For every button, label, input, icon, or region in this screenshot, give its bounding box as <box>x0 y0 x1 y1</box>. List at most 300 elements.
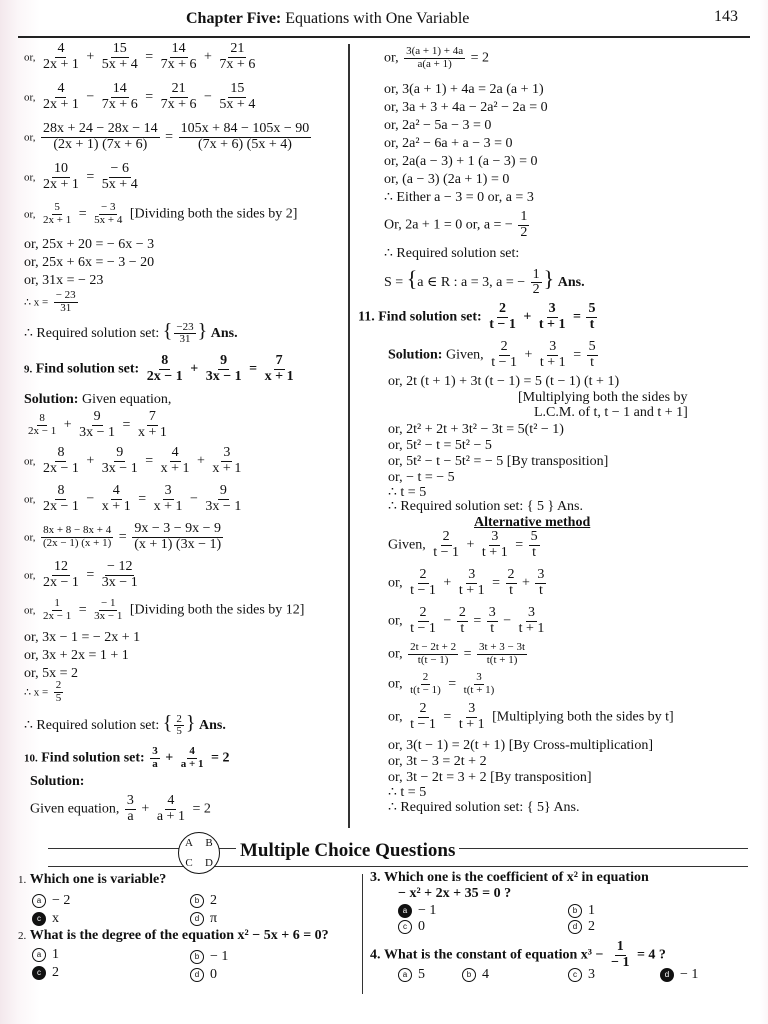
question-text: = 4 ? <box>636 947 666 963</box>
solution-label: Solution: <box>24 392 79 407</box>
numerator: 9 <box>220 353 228 368</box>
mcq-title: Multiple Choice Questions <box>236 840 459 862</box>
fraction <box>41 122 160 152</box>
heading-rule <box>48 866 748 867</box>
numerator: 9x − 3 − 9x − 9 <box>134 521 222 536</box>
numerator: − 1 <box>100 597 116 609</box>
operator: − <box>86 491 95 507</box>
eq-line <box>24 522 225 552</box>
eq-line: or, 2t (t + 1) + 3t (t − 1) = 5 (t − 1) (t + 1) <box>388 374 620 389</box>
mcq-column-divider <box>362 874 363 994</box>
denominator: 3x − 1 <box>101 460 138 476</box>
eq-line: or, 31x = − 23 <box>24 273 104 288</box>
fraction <box>404 46 465 70</box>
numerator: 3 <box>164 483 172 498</box>
operator: = 2 <box>192 801 211 817</box>
operator: = 2 <box>470 50 490 66</box>
operator: = <box>122 417 131 433</box>
numerator: 3 <box>537 567 545 582</box>
option-b[interactable] <box>462 966 489 983</box>
operator: = <box>463 646 472 662</box>
option-c-selected-icon: c <box>32 912 46 926</box>
fraction <box>531 268 542 298</box>
denominator: 2x + 1 <box>42 96 79 112</box>
option-a-icon: a <box>398 968 412 982</box>
numerator: 4 <box>57 41 65 56</box>
fraction <box>92 598 124 622</box>
numerator: −23 <box>176 320 194 333</box>
numerator: − 23 <box>55 289 76 301</box>
option-text: 4 <box>482 966 489 982</box>
page-number: 143 <box>714 8 738 25</box>
eq-line <box>384 210 531 240</box>
fraction <box>100 446 140 476</box>
numerator: 2t − 2t + 2 <box>410 641 457 653</box>
option-text: 0 <box>418 918 425 934</box>
fraction <box>217 82 257 112</box>
denominator: t <box>538 582 543 598</box>
fraction <box>408 606 438 636</box>
eq-line: or, 2a² − 6a + a − 3 = 0 <box>384 136 513 151</box>
fraction <box>41 598 73 622</box>
denominator: 2x − 1 <box>42 498 79 514</box>
numerator: 5 <box>588 301 596 316</box>
operator: + <box>63 417 72 433</box>
ans-label: Ans. <box>557 275 585 290</box>
operator: = <box>86 169 95 185</box>
numerator: 2 <box>499 301 507 316</box>
numerator: 2 <box>55 679 62 691</box>
fraction <box>41 82 81 112</box>
text: or, <box>388 646 403 662</box>
mcq-heading-bar <box>18 836 748 870</box>
fraction <box>179 746 206 770</box>
eq-line <box>388 642 529 666</box>
option-text: 0 <box>210 966 217 982</box>
fraction <box>92 202 124 226</box>
fraction <box>41 446 81 476</box>
operator: = <box>145 453 154 469</box>
option-text: 2 <box>588 918 595 934</box>
numerator: 14 <box>171 41 186 56</box>
numerator: − 12 <box>107 559 133 574</box>
fraction <box>174 714 184 738</box>
option-d-icon: d <box>190 968 204 982</box>
question-9 <box>24 354 298 384</box>
option-a-icon: a <box>32 948 46 962</box>
operator: = <box>443 709 452 725</box>
numerator: 3 <box>468 701 476 716</box>
operator: + <box>524 347 533 363</box>
numerator: 8x + 8 − 8x + 4 <box>43 524 112 537</box>
eq-line: or, 5t² − t = 5t² − 5 <box>388 438 492 453</box>
denominator: x + 1 <box>101 498 131 514</box>
numerator: 7 <box>148 409 156 424</box>
numerator: 8 <box>39 412 45 425</box>
option-c-icon: c <box>398 920 412 934</box>
numerator: 5 <box>530 529 538 544</box>
eq-line: or, 25x + 6x = − 3 − 20 <box>24 255 155 270</box>
numerator: 1 <box>520 209 528 224</box>
numerator: 1 <box>616 939 624 954</box>
denominator: 2x − 1 <box>42 574 79 590</box>
option-d-icon: d <box>190 912 204 926</box>
fraction <box>587 340 598 370</box>
numerator: 3 <box>548 301 556 316</box>
denominator: (x + 1) (3x − 1) <box>134 536 222 552</box>
fraction <box>150 746 160 770</box>
eq-line <box>30 794 211 824</box>
denominator: t + 1 <box>458 716 485 732</box>
text: or, <box>24 493 36 506</box>
eq-line: or, 3x + 2x = 1 + 1 <box>24 648 129 663</box>
fraction <box>487 606 498 636</box>
operator: + <box>165 750 174 766</box>
eq-line: or, − t = − 5 <box>388 470 455 485</box>
option-d[interactable] <box>190 966 217 983</box>
option-a[interactable] <box>32 892 70 909</box>
eq-line <box>24 446 245 476</box>
fraction <box>179 122 312 152</box>
fraction <box>263 354 296 384</box>
numerator: 28x + 24 − 28x − 14 <box>42 121 158 136</box>
numerator: 7 <box>275 353 283 368</box>
numerator: 21 <box>171 81 186 96</box>
option-b-icon: b <box>568 904 582 918</box>
eq-line: or, 3x − 1 = − 2x + 1 <box>24 630 141 645</box>
eq-line <box>388 702 674 732</box>
denominator: 3x − 1 <box>205 498 242 514</box>
chapter-title <box>186 10 469 28</box>
denominator: 2x − 1 <box>28 424 57 437</box>
eq-line <box>24 598 304 622</box>
denominator: t − 1 <box>410 582 436 598</box>
denominator: t <box>460 620 465 636</box>
option-text: x <box>52 910 59 926</box>
text: or, <box>24 91 36 104</box>
denominator: (7x + 6) (5x + 4) <box>197 136 292 152</box>
option-text: − 1 <box>680 966 699 982</box>
operator: = <box>448 676 457 692</box>
denominator: 5x + 4 <box>219 96 256 112</box>
text: ∴ Required solution set: <box>24 718 160 733</box>
eq-line: ∴ Required solution set: { 5} Ans. <box>388 800 580 815</box>
fraction <box>41 162 81 192</box>
option-b[interactable] <box>568 902 595 919</box>
eq-line <box>24 560 142 590</box>
badge-letter: C <box>185 857 193 869</box>
question-number: 2. <box>18 930 27 942</box>
operator: + <box>197 453 205 469</box>
option-c-icon: c <box>568 968 582 982</box>
denominator: 7x + 6 <box>160 56 197 72</box>
numerator: 5 <box>54 201 60 213</box>
option-b[interactable] <box>190 948 228 965</box>
denominator: a(a + 1) <box>417 57 452 70</box>
fraction <box>408 702 438 732</box>
denominator: x + 1 <box>264 368 294 384</box>
denominator: 7x + 6 <box>160 96 197 112</box>
denominator: t − 1 <box>410 620 436 636</box>
denominator: 2x − 1 <box>42 609 72 622</box>
fraction <box>159 446 192 476</box>
denominator: 5x + 4 <box>94 213 123 226</box>
eq-line: ∴ t = 5 <box>388 785 427 800</box>
eq-line <box>388 606 548 636</box>
option-text: 1 <box>588 902 595 918</box>
badge-letter: B <box>205 837 213 849</box>
eq-line <box>388 568 548 598</box>
fraction <box>125 794 136 824</box>
operator: + <box>204 49 212 65</box>
note: [Multiplying both the sides by t] <box>492 709 674 725</box>
solution-label: Solution: <box>388 347 443 363</box>
denominator: 31 <box>60 301 72 314</box>
eq-line <box>24 202 297 226</box>
denominator: x + 1 <box>153 498 183 514</box>
fraction <box>132 522 223 552</box>
option-c[interactable] <box>568 966 595 983</box>
answer-line: ∴ Required solution set: { $\frac{2}{5}$ } Ans. <box>24 712 226 738</box>
option-b-icon: b <box>462 968 476 982</box>
mcq-question-2 <box>18 928 329 945</box>
text: or, <box>24 208 36 221</box>
note: L.C.M. of t, t − 1 and t + 1] <box>534 405 688 420</box>
denominator: 5x + 4 <box>101 176 138 192</box>
numerator: 1 <box>54 597 60 609</box>
numerator: 10 <box>53 161 68 176</box>
numerator: 4 <box>171 445 179 460</box>
text: or, <box>24 531 36 544</box>
text: ∴ x = <box>24 296 49 309</box>
text: or, <box>384 50 399 66</box>
numerator: 3 <box>491 529 499 544</box>
answer-line: ∴ Required solution set: { $\frac{-23}{31}$ } Ans. <box>24 320 238 346</box>
note: [Multiplying both the sides by <box>518 390 688 405</box>
eq-line: or, 3a + 3 + 4a − 2a² − 2a = 0 <box>384 100 548 115</box>
fraction <box>506 568 517 598</box>
numerator: 9 <box>219 483 227 498</box>
text: Given equation, <box>30 801 120 817</box>
denominator: t(t − 1) <box>417 653 449 666</box>
eq-line <box>24 410 171 440</box>
numerator: 4 <box>167 793 175 808</box>
eq-line <box>24 122 313 152</box>
denominator: 7x + 6 <box>101 96 138 112</box>
option-c[interactable] <box>32 964 59 981</box>
option-text: π <box>210 910 218 926</box>
denominator: − 1 <box>610 954 630 970</box>
numerator: 3 <box>476 671 482 683</box>
option-text: − 1 <box>418 902 437 918</box>
option-a[interactable] <box>398 902 436 919</box>
note: [Dividing both the sides by 2] <box>129 206 298 222</box>
fraction <box>489 340 519 370</box>
denominator: x + 1 <box>137 424 167 440</box>
numerator: 3 <box>488 605 496 620</box>
denominator: t <box>532 544 537 560</box>
question-text: Which one is variable? <box>29 872 167 887</box>
numerator: 8 <box>161 353 169 368</box>
denominator: 2x + 1 <box>42 176 79 192</box>
denominator: (2x + 1) (7x + 6) <box>53 136 148 152</box>
eq-line: or, 3t − 3 = 2t + 2 <box>388 754 487 769</box>
text: or, <box>24 604 36 617</box>
operator: + <box>190 361 199 377</box>
option-b[interactable] <box>190 892 217 909</box>
fraction <box>538 340 568 370</box>
operator: + <box>141 801 150 817</box>
operator: = <box>473 613 482 629</box>
option-c[interactable] <box>32 910 59 927</box>
alternative-method-heading: Alternative method <box>474 515 591 530</box>
chapter-name: Equations with One Variable <box>285 10 470 27</box>
operator: = <box>572 309 581 325</box>
eq-line <box>388 672 498 696</box>
question-text: − x² + 2x + 35 = 0 ? <box>398 886 512 901</box>
eq-line <box>24 680 65 704</box>
fraction <box>100 162 140 192</box>
denominator: 2 <box>520 224 528 240</box>
solution-heading <box>24 392 171 408</box>
denominator: (2x − 1) (x + 1) <box>42 536 112 549</box>
option-d[interactable] <box>190 910 217 927</box>
question-number: 10. <box>24 752 38 765</box>
answer-line: S = {a ∈ R : a = 3, a = − $\frac{1}{2}$ } Ans. <box>384 266 585 298</box>
option-a[interactable] <box>398 966 425 983</box>
numerator: 12 <box>53 559 68 574</box>
fraction <box>152 484 185 514</box>
numerator: 2 <box>507 567 515 582</box>
text: or, <box>24 171 36 184</box>
question-text: What is the degree of the equation x² − 5x + 6 = 0? <box>29 928 329 943</box>
denominator: t + 1 <box>539 354 566 370</box>
option-c[interactable] <box>398 918 425 935</box>
operator: + <box>522 575 530 591</box>
numerator: 3 <box>152 745 158 757</box>
denominator: a + 1 <box>156 808 185 824</box>
denominator: t <box>509 582 513 598</box>
operator: = <box>249 361 258 377</box>
eq-line: or, 5x = 2 <box>24 666 78 681</box>
denominator: 5x + 4 <box>101 56 138 72</box>
option-text: 3 <box>588 966 595 982</box>
solution-label: Solution: <box>30 774 85 789</box>
question-text: Which one is the coefficient of x² in equation <box>384 870 649 885</box>
option-d[interactable] <box>660 966 698 983</box>
abcd-badge-icon <box>178 832 220 874</box>
fraction <box>100 484 133 514</box>
eq-line: or, 2a² − 5a − 3 = 0 <box>384 118 492 133</box>
eq-line: or, 5t² − t − 5t² = − 5 [By transposition] <box>388 454 609 469</box>
eq-line: ∴ Required solution set: { 5 } Ans. <box>388 499 584 514</box>
text: or, <box>24 569 36 582</box>
text: or, <box>24 51 36 64</box>
numerator: 14 <box>112 81 127 96</box>
fraction <box>457 702 487 732</box>
option-d-selected-icon: d <box>660 968 674 982</box>
numerator: 2 <box>422 671 429 683</box>
numerator: 15 <box>230 81 245 96</box>
denominator: t <box>490 620 495 636</box>
option-a[interactable] <box>32 946 59 963</box>
text: ∴ Required solution set: <box>24 326 160 341</box>
fraction <box>477 642 527 666</box>
fraction <box>100 82 140 112</box>
text: Given, <box>445 347 484 363</box>
denominator: x + 1 <box>212 460 242 476</box>
operator: − <box>86 89 95 105</box>
numerator: 4 <box>57 81 65 96</box>
eq-line <box>24 290 80 314</box>
numerator: − 3 <box>100 201 116 213</box>
numerator: 3t + 3 − 3t <box>479 641 526 653</box>
fraction <box>136 410 169 440</box>
question-number: 3. <box>370 870 381 885</box>
page-header <box>0 6 768 34</box>
denominator: t − 1 <box>433 544 460 560</box>
numerator: 2 <box>419 701 427 716</box>
operator: = <box>492 575 501 591</box>
denominator: a + 1 <box>180 757 204 770</box>
denominator: a <box>152 757 158 770</box>
option-text: 2 <box>210 892 217 908</box>
operator: − <box>443 613 452 629</box>
fraction <box>203 484 243 514</box>
operator: = <box>78 602 87 618</box>
fraction <box>529 530 540 560</box>
eq-line: or, (a − 3) (2a + 1) = 0 <box>384 172 510 187</box>
eq-line: or, 3t − 2t = 3 + 2 [By transposition] <box>388 770 592 785</box>
denominator: t <box>590 354 595 370</box>
operator: = <box>515 537 524 553</box>
option-a-icon: a <box>32 894 46 908</box>
eq-line: or, 25x + 20 = − 6x − 3 <box>24 237 155 252</box>
denominator: t <box>589 316 595 332</box>
fraction <box>457 606 468 636</box>
operator: = <box>165 129 174 145</box>
question-10 <box>24 746 229 770</box>
set-body: a ∈ R : a = 3, a = − <box>417 275 526 290</box>
text: or, <box>388 709 403 725</box>
eq-line: ∴ Required solution set: <box>384 246 520 261</box>
denominator: t + 1 <box>538 316 566 332</box>
fraction <box>217 42 257 72</box>
fraction <box>77 410 117 440</box>
eq-line <box>24 162 142 192</box>
denominator: t − 1 <box>489 316 516 332</box>
eq-line: ∴ t = 5 <box>388 485 427 500</box>
eq-line: or, 3(t − 1) = 2(t + 1) [By Cross-multiplication] <box>388 738 653 753</box>
operator: = <box>86 567 95 583</box>
question-number: 4. <box>370 947 381 963</box>
header-rule <box>18 36 750 38</box>
denominator: 2x − 1 <box>42 460 79 476</box>
numerator: 9 <box>116 445 124 460</box>
mcq-question-1 <box>18 872 166 889</box>
operator: = <box>145 89 154 105</box>
numerator: 2 <box>500 339 508 354</box>
operator: = <box>78 206 87 222</box>
fraction <box>100 560 140 590</box>
numerator: 3 <box>528 605 536 620</box>
option-d[interactable] <box>568 918 595 935</box>
eq-line: or, 2t² + 2t + 3t² − 3t = 5(t² − 1) <box>388 422 564 437</box>
denominator: t(t + 1) <box>463 683 495 696</box>
option-c-selected-icon: c <box>32 966 46 980</box>
operator: + <box>466 537 475 553</box>
eq-line <box>384 46 489 70</box>
